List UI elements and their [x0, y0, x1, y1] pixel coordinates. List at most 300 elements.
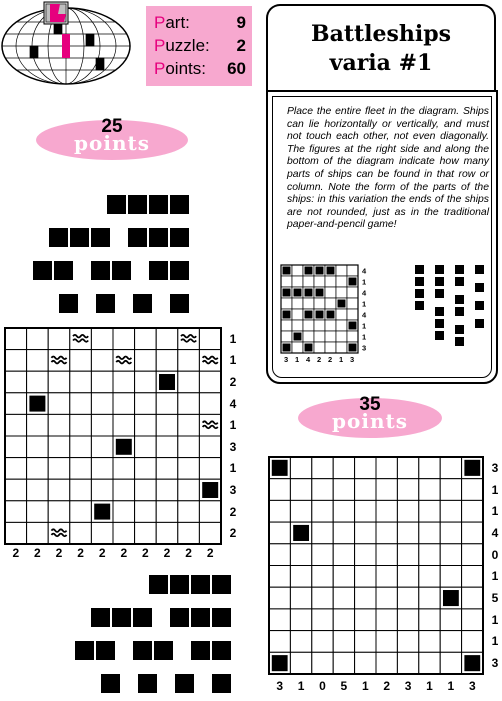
grid-cell[interactable]	[462, 522, 483, 544]
grid-cell[interactable]	[376, 566, 397, 588]
column-clue: 2	[142, 546, 149, 560]
grid-cell[interactable]	[135, 479, 157, 501]
grid-cell[interactable]	[135, 393, 157, 415]
grid-cell[interactable]	[156, 479, 178, 501]
grid-cell[interactable]	[5, 501, 27, 523]
grid-cell[interactable]	[269, 479, 290, 501]
example-row-clue: 4	[362, 310, 367, 320]
example-ship-segment	[316, 311, 324, 319]
grid-cell[interactable]	[397, 544, 418, 566]
grid-cell[interactable]	[376, 544, 397, 566]
instructions-box	[266, 90, 498, 384]
grid-cell[interactable]	[178, 414, 200, 436]
grid-cell[interactable]	[355, 652, 376, 674]
grid-cell[interactable]	[355, 500, 376, 522]
grid-cell[interactable]	[269, 522, 290, 544]
example-cell	[325, 287, 336, 298]
fleet-ship-segment	[128, 195, 147, 214]
grid-cell[interactable]	[70, 479, 92, 501]
example-cell	[303, 320, 314, 331]
fleet-ship-segment	[49, 228, 68, 247]
grid-cell[interactable]	[376, 479, 397, 501]
example-ship-segment	[305, 311, 313, 319]
example-ship-segment	[327, 267, 335, 275]
grid-cell[interactable]	[333, 479, 354, 501]
fleet-ship-segment	[170, 195, 189, 214]
grid-cell[interactable]	[397, 566, 418, 588]
grid-cell[interactable]	[48, 414, 70, 436]
example-fleet-segment	[455, 265, 464, 274]
column-clue: 2	[185, 546, 192, 560]
grid-cell[interactable]	[312, 609, 333, 631]
grid-cell[interactable]	[70, 393, 92, 415]
grid-cell[interactable]	[290, 500, 311, 522]
example-row-clue: 4	[362, 266, 367, 276]
grid-cell[interactable]	[5, 458, 27, 480]
grid-cell[interactable]	[440, 652, 461, 674]
fleet-ship-segment	[149, 261, 168, 280]
grid-cell[interactable]	[5, 350, 27, 372]
row-clue: 3	[229, 483, 237, 497]
example-column-clue: 3	[284, 355, 289, 364]
example-fleet-segment	[455, 295, 464, 304]
grid-cell[interactable]	[135, 501, 157, 523]
example-cell	[336, 265, 347, 276]
grid-cell[interactable]	[269, 631, 290, 653]
grid-cell[interactable]	[333, 544, 354, 566]
grid-cell[interactable]	[27, 501, 49, 523]
grid-cell[interactable]	[290, 652, 311, 674]
page-title	[268, 20, 494, 78]
grid-cell[interactable]	[440, 479, 461, 501]
fleet-ship-segment	[112, 608, 131, 627]
example-cell	[325, 320, 336, 331]
grid-cell[interactable]	[5, 522, 27, 544]
example-cell	[347, 287, 358, 298]
example-row-clue: 1	[362, 299, 367, 309]
example-column-clue: 1	[295, 355, 300, 364]
grid-cell[interactable]	[333, 652, 354, 674]
grid-cell[interactable]	[48, 458, 70, 480]
grid-cell[interactable]	[156, 393, 178, 415]
grid-cell[interactable]	[376, 631, 397, 653]
grid-cell[interactable]	[397, 587, 418, 609]
puzzle-grid-right[interactable]	[269, 457, 483, 674]
grid-cell[interactable]	[419, 479, 440, 501]
example-fleet-segment	[455, 307, 464, 316]
grid-cell[interactable]	[290, 609, 311, 631]
grid-cell[interactable]	[312, 587, 333, 609]
example-cell	[314, 331, 325, 342]
grid-cell[interactable]	[397, 479, 418, 501]
grid-cell[interactable]	[178, 458, 200, 480]
grid-cell[interactable]	[135, 436, 157, 458]
grid-cell[interactable]	[199, 328, 221, 350]
example-cell	[314, 298, 325, 309]
example-row-clue: 4	[362, 288, 367, 298]
example-cell	[325, 298, 336, 309]
grid-cell[interactable]	[27, 436, 49, 458]
grid-cell[interactable]	[419, 587, 440, 609]
row-clue: 2	[229, 375, 237, 389]
grid-cell[interactable]	[48, 350, 70, 372]
grid-cell[interactable]	[312, 522, 333, 544]
fleet-ship-segment	[138, 674, 157, 693]
grid-cell[interactable]	[113, 501, 135, 523]
grid-cell[interactable]	[269, 544, 290, 566]
grid-cell[interactable]	[355, 631, 376, 653]
grid-cell[interactable]	[290, 631, 311, 653]
grid-cell[interactable]	[48, 479, 70, 501]
grid-cell[interactable]	[419, 631, 440, 653]
grid-cell[interactable]	[5, 479, 27, 501]
grid-cell[interactable]	[27, 414, 49, 436]
grid-cell[interactable]	[199, 501, 221, 523]
grid-cell[interactable]	[397, 631, 418, 653]
grid-cell[interactable]	[70, 414, 92, 436]
example-cell	[336, 320, 347, 331]
grid-cell[interactable]	[156, 458, 178, 480]
fleet-ship-segment	[59, 294, 78, 313]
part-row	[154, 12, 246, 34]
grid-cell[interactable]	[91, 414, 113, 436]
grid-cell[interactable]	[199, 522, 221, 544]
example-cell	[281, 331, 292, 342]
grid-cell[interactable]	[419, 544, 440, 566]
example-cell	[347, 309, 358, 320]
grid-cell[interactable]	[178, 371, 200, 393]
grid-cell[interactable]	[269, 587, 290, 609]
example-cell	[281, 276, 292, 287]
grid-cell[interactable]	[397, 652, 418, 674]
grid-cell[interactable]	[156, 328, 178, 350]
ship-segment	[159, 374, 175, 390]
grid-cell[interactable]	[27, 350, 49, 372]
grid-cell[interactable]	[376, 587, 397, 609]
grid-cell[interactable]	[27, 479, 49, 501]
grid-cell[interactable]	[135, 414, 157, 436]
example-cell	[314, 276, 325, 287]
example-ship-segment	[305, 267, 313, 275]
grid-cell[interactable]	[178, 393, 200, 415]
grid-cell[interactable]	[70, 350, 92, 372]
example-cell	[303, 298, 314, 309]
grid-cell[interactable]	[419, 522, 440, 544]
row-clue: 1	[491, 482, 499, 497]
grid-cell[interactable]	[156, 522, 178, 544]
grid-cell[interactable]	[397, 500, 418, 522]
grid-cell[interactable]	[91, 458, 113, 480]
grid-cell[interactable]	[355, 544, 376, 566]
example-fleet-segment	[435, 289, 444, 298]
grid-cell[interactable]	[199, 414, 221, 436]
grid-cell[interactable]	[5, 436, 27, 458]
grid-cell[interactable]	[440, 522, 461, 544]
part-value: 9	[236, 13, 246, 32]
example-cell	[281, 320, 292, 331]
grid-cell[interactable]	[199, 458, 221, 480]
grid-cell[interactable]	[27, 458, 49, 480]
ship-segment	[94, 504, 110, 520]
grid-cell[interactable]	[462, 631, 483, 653]
grid-cell[interactable]	[355, 479, 376, 501]
grid-cell[interactable]	[290, 457, 311, 479]
grid-cell[interactable]	[70, 436, 92, 458]
row-clue: 3	[229, 439, 237, 454]
grid-cell[interactable]	[355, 457, 376, 479]
grid-cell[interactable]	[312, 566, 333, 588]
grid-cell[interactable]	[355, 522, 376, 544]
points-number-left: 25	[101, 116, 123, 137]
example-fleet-segment	[435, 331, 444, 340]
grid-cell[interactable]	[135, 522, 157, 544]
fleet-ship-segment	[149, 575, 168, 594]
grid-cell[interactable]	[397, 609, 418, 631]
grid-cell[interactable]	[355, 566, 376, 588]
grid-cell[interactable]	[135, 328, 157, 350]
grid-cell[interactable]	[199, 436, 221, 458]
fleet-ship-segment	[133, 608, 152, 627]
grid-cell[interactable]	[462, 587, 483, 609]
grid-cell[interactable]	[135, 458, 157, 480]
grid-cell[interactable]	[199, 371, 221, 393]
fleet-ship-segment	[212, 674, 231, 693]
grid-cell[interactable]	[156, 436, 178, 458]
row-clue: 2	[229, 526, 237, 541]
title-line-2: varia #1	[329, 50, 433, 76]
grid-cell[interactable]	[27, 522, 49, 544]
fleet-ship-segment	[191, 641, 210, 660]
grid-cell[interactable]	[376, 457, 397, 479]
example-ship-segment	[349, 344, 357, 352]
example-cell	[347, 298, 358, 309]
row-clue: 1	[491, 504, 499, 519]
grid-cell[interactable]	[397, 457, 418, 479]
grid-cell[interactable]	[312, 652, 333, 674]
grid-cell[interactable]	[48, 371, 70, 393]
grid-cell[interactable]	[178, 350, 200, 372]
example-cell	[303, 276, 314, 287]
grid-cell[interactable]	[70, 328, 92, 350]
grid-cell[interactable]	[462, 479, 483, 501]
grid-cell[interactable]	[333, 566, 354, 588]
example-fleet-segment	[455, 337, 464, 346]
grid-cell[interactable]	[269, 566, 290, 588]
grid-cell[interactable]	[419, 652, 440, 674]
title-line-1: Battleships	[310, 21, 452, 47]
grid-cell[interactable]	[269, 609, 290, 631]
example-ship-segment	[283, 267, 291, 275]
grid-cell[interactable]	[440, 609, 461, 631]
grid-cell[interactable]	[290, 479, 311, 501]
example-fleet-segment	[475, 283, 484, 292]
grid-cell[interactable]	[440, 544, 461, 566]
example-ship-segment	[316, 289, 324, 297]
grid-cell[interactable]	[312, 479, 333, 501]
grid-cell[interactable]	[199, 393, 221, 415]
grid-cell[interactable]	[333, 587, 354, 609]
example-cell	[292, 309, 303, 320]
fleet-ship-segment	[170, 608, 189, 627]
column-clue: 2	[55, 546, 63, 560]
grid-cell[interactable]	[113, 328, 135, 350]
example-fleet-segment	[475, 265, 484, 274]
grid-cell[interactable]	[462, 609, 483, 631]
grid-cell[interactable]	[419, 566, 440, 588]
grid-cell[interactable]	[48, 501, 70, 523]
grid-cell[interactable]	[376, 652, 397, 674]
grid-cell[interactable]	[462, 500, 483, 522]
grid-cell[interactable]	[269, 500, 290, 522]
ship-segment	[443, 590, 459, 606]
grid-cell[interactable]	[397, 522, 418, 544]
grid-cell[interactable]	[27, 328, 49, 350]
grid-cell[interactable]	[5, 414, 27, 436]
grid-cell[interactable]	[199, 350, 221, 372]
row-clue: 5	[491, 591, 499, 606]
example-row-clue: 1	[362, 277, 367, 287]
grid-cell[interactable]	[376, 522, 397, 544]
grid-cell[interactable]	[113, 458, 135, 480]
grid-cell[interactable]	[156, 350, 178, 372]
grid-cell[interactable]	[91, 479, 113, 501]
grid-cell[interactable]	[91, 328, 113, 350]
fleet-ship-segment	[96, 641, 115, 660]
example-fleet-segment	[435, 277, 444, 286]
grid-cell[interactable]	[178, 436, 200, 458]
grid-cell[interactable]	[48, 393, 70, 415]
row-clue: 3	[491, 656, 499, 671]
grid-cell[interactable]	[113, 371, 135, 393]
grid-cell[interactable]	[113, 414, 135, 436]
example-column-clue: 2	[328, 355, 333, 364]
row-clue: 1	[491, 569, 499, 584]
column-clue: 2	[77, 546, 84, 560]
grid-cell[interactable]	[113, 479, 135, 501]
example-ship-segment	[338, 300, 346, 308]
example-fleet-segment	[415, 289, 424, 298]
grid-cell[interactable]	[48, 436, 70, 458]
example-fleet-segment	[475, 301, 484, 310]
grid-cell[interactable]	[70, 501, 92, 523]
grid-cell[interactable]	[333, 500, 354, 522]
grid-cell[interactable]	[440, 457, 461, 479]
points-label: Points:	[154, 59, 206, 78]
grid-cell[interactable]	[91, 522, 113, 544]
label-initial: P	[154, 13, 166, 32]
example-grid	[281, 265, 411, 375]
example-cell	[292, 342, 303, 353]
grid-cell[interactable]	[70, 458, 92, 480]
column-clue: 1	[447, 679, 455, 693]
puzzle-grid-left[interactable]	[5, 328, 221, 544]
grid-cell[interactable]	[290, 587, 311, 609]
example-column-clue: 3	[350, 355, 355, 364]
grid-cell[interactable]	[113, 522, 135, 544]
grid-cell[interactable]	[440, 631, 461, 653]
grid-cell[interactable]	[91, 436, 113, 458]
grid-cell[interactable]	[419, 609, 440, 631]
grid-cell[interactable]	[178, 328, 200, 350]
ship-segment	[29, 396, 45, 412]
grid-cell[interactable]	[156, 501, 178, 523]
fleet-ship-segment	[191, 608, 210, 627]
fleet-ship-segment	[70, 228, 89, 247]
grid-cell[interactable]	[312, 500, 333, 522]
grid-cell[interactable]	[462, 544, 483, 566]
grid-cell[interactable]	[27, 371, 49, 393]
grid-cell[interactable]	[290, 566, 311, 588]
grid-cell[interactable]	[48, 328, 70, 350]
grid-cell[interactable]	[355, 609, 376, 631]
grid-cell[interactable]	[113, 393, 135, 415]
grid-cell[interactable]	[5, 393, 27, 415]
grid-cell[interactable]	[440, 500, 461, 522]
grid-cell[interactable]	[135, 371, 157, 393]
example-fleet-segment	[435, 307, 444, 316]
grid-cell[interactable]	[5, 328, 27, 350]
example-cell	[336, 309, 347, 320]
column-clue: 2	[34, 546, 41, 560]
fleet-ship-segment	[212, 608, 231, 627]
example-cell	[336, 287, 347, 298]
grid-cell[interactable]	[376, 609, 397, 631]
row-clue: 1	[229, 461, 237, 476]
grid-cell[interactable]	[178, 522, 200, 544]
grid-cell[interactable]	[333, 522, 354, 544]
grid-cell[interactable]	[333, 631, 354, 653]
puzzle-value: 2	[236, 36, 246, 55]
example-cell	[336, 331, 347, 342]
grid-cell[interactable]	[178, 479, 200, 501]
grid-cell[interactable]	[135, 350, 157, 372]
grid-cell[interactable]	[333, 457, 354, 479]
grid-cell[interactable]	[178, 501, 200, 523]
grid-cell[interactable]	[333, 609, 354, 631]
grid-cell[interactable]	[462, 566, 483, 588]
grid-cell[interactable]	[355, 587, 376, 609]
puzzle-info-box	[146, 6, 252, 86]
example-ship-segment	[316, 267, 324, 275]
ship-segment	[464, 460, 480, 476]
grid-cell[interactable]	[312, 457, 333, 479]
grid-cell[interactable]	[48, 522, 70, 544]
grid-cell[interactable]	[70, 522, 92, 544]
grid-cell[interactable]	[91, 393, 113, 415]
example-fleet	[409, 265, 493, 375]
row-clue: 1	[491, 612, 499, 627]
grid-cell[interactable]	[440, 566, 461, 588]
grid-cell[interactable]	[91, 371, 113, 393]
points-value: 60	[227, 59, 246, 78]
grid-cell[interactable]	[113, 350, 135, 372]
grid-cell[interactable]	[376, 500, 397, 522]
grid-cell[interactable]	[419, 500, 440, 522]
example-row-clue: 1	[362, 332, 367, 342]
example-fleet-segment	[435, 265, 444, 274]
grid-cell[interactable]	[156, 414, 178, 436]
grid-cell[interactable]	[5, 371, 27, 393]
grid-cell[interactable]	[312, 631, 333, 653]
grid-cell[interactable]	[91, 350, 113, 372]
grid-cell[interactable]	[290, 544, 311, 566]
row-clue: 2	[229, 504, 237, 519]
grid-cell[interactable]	[419, 457, 440, 479]
column-clue: 2	[206, 546, 214, 560]
grid-cell[interactable]	[312, 544, 333, 566]
grid-cell[interactable]	[70, 371, 92, 393]
instructions-text: Place the entire fleet in the diagram. Ships can lie horizontally or vertically, and must not touch each other, not even diagonally. The figures at the right side and along the bottom of the diagram indicate how many parts of ships can be found in that row or column. Note the form of the parts of the ships: in this variation the ends of the ships are not rounded, just as in the traditional paper-and-pencil game!	[287, 106, 489, 231]
